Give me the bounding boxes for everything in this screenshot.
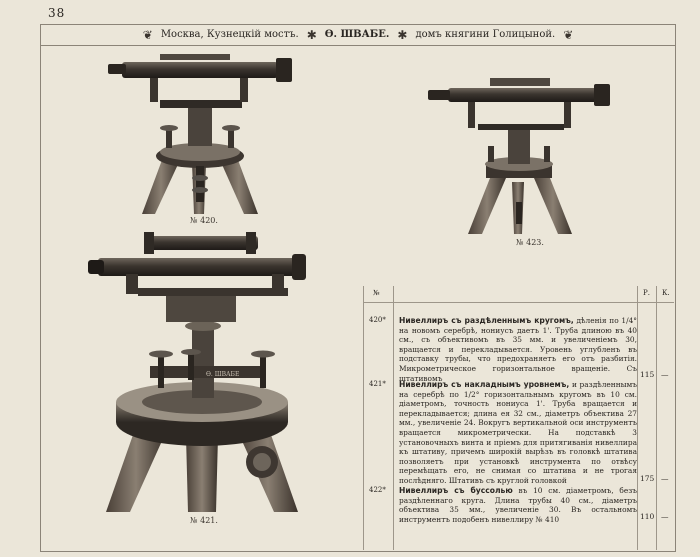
header-address: Москва, Кузнецкій мостъ. [160, 29, 299, 40]
entry-price: 115 [640, 370, 655, 379]
double-eagle-icon: ❦ [563, 27, 574, 42]
catalogue-table [363, 286, 674, 550]
entry-price: 175 [640, 474, 655, 483]
entry-number: 420* [369, 316, 386, 324]
entry-description [399, 316, 637, 383]
page-number: 38 [48, 6, 66, 20]
header-house: домъ княгини Голицыной. [415, 29, 556, 40]
column-header-rubles: Р. [643, 289, 650, 297]
figure-420-caption: № 420. [190, 216, 218, 225]
double-eagle-icon: ❦ [142, 27, 153, 42]
figure-421-caption: № 421. [190, 516, 218, 525]
entry-kopecks: — [661, 370, 669, 379]
entry-body: въ 10 см. діаметромъ, безъ раздѣленнаго круга. Длина трубы 40 см., діаметръ объектива 35 мм., увеличеніе 30. Въ остальномъ инструментъ подобенъ нивеллиру № 410 [399, 486, 637, 524]
entry-description [399, 380, 637, 486]
entry-body: и раздѣленнымъ на серебрѣ по 1/2° горизонтальнымъ кругомъ въ 10 см. діаметромъ, точность нониуса 1'. Труба вращается и перекладывается; длина ея 32 см., діаметръ объектива 27 мм., увеличеніе 24. Вокругъ вертикальной оси инструментъ вращается микрометрически. На подставкѣ 3 установочныхъ винта и пріемъ для притягиванія нивеллира къ штативу, причемъ широкій вырѣзъ въ головкѣ штатива позволяетъ при установкѣ инструмента по отвѣсу перемѣщать его, не снимая со штатива и не трогая послѣдняго. Штативъ съ круглой головкой [399, 380, 637, 485]
entry-title: Нивеллиръ съ буссолью [399, 486, 513, 495]
header-firm: Ѳ. ШВАБЕ. [324, 29, 390, 40]
column-header-kopecks: К. [662, 289, 670, 297]
entry-number: 421* [369, 380, 386, 388]
entry-kopecks: — [661, 474, 669, 483]
star-icon: ✱ [306, 27, 317, 42]
column-header-number: № [373, 289, 380, 297]
entry-body: дѣленія по 1/4° на новомъ серебрѣ, нониусъ даетъ 1'. Труба длиною въ 40 см., съ объективомъ въ 35 мм. и увеличеніемъ 30, вращается и перекладывается. Уровень углубленъ въ подставку трубы, что предохраняетъ его отъ разбитія. Микрометрическое горизонтальное вращеніе. Съ штативомъ [399, 316, 637, 383]
level-420-illustration [100, 48, 300, 216]
page-header [40, 24, 676, 46]
entry-number: 422* [369, 486, 386, 494]
entry-description [399, 486, 637, 524]
plate-engraving: Ѳ. ШВАБЕ [206, 371, 240, 378]
entry-title: Нивеллиръ съ накладнымъ уровнемъ, [399, 380, 570, 389]
level-421-illustration [86, 226, 318, 514]
entry-price: 110 [640, 512, 655, 521]
level-423-illustration [420, 74, 615, 236]
figure-423-caption: № 423. [516, 238, 544, 247]
entry-title: Нивеллиръ съ раздѣленнымъ кругомъ, [399, 316, 574, 325]
star-icon: ✱ [397, 27, 408, 42]
entry-kopecks: — [661, 512, 669, 521]
